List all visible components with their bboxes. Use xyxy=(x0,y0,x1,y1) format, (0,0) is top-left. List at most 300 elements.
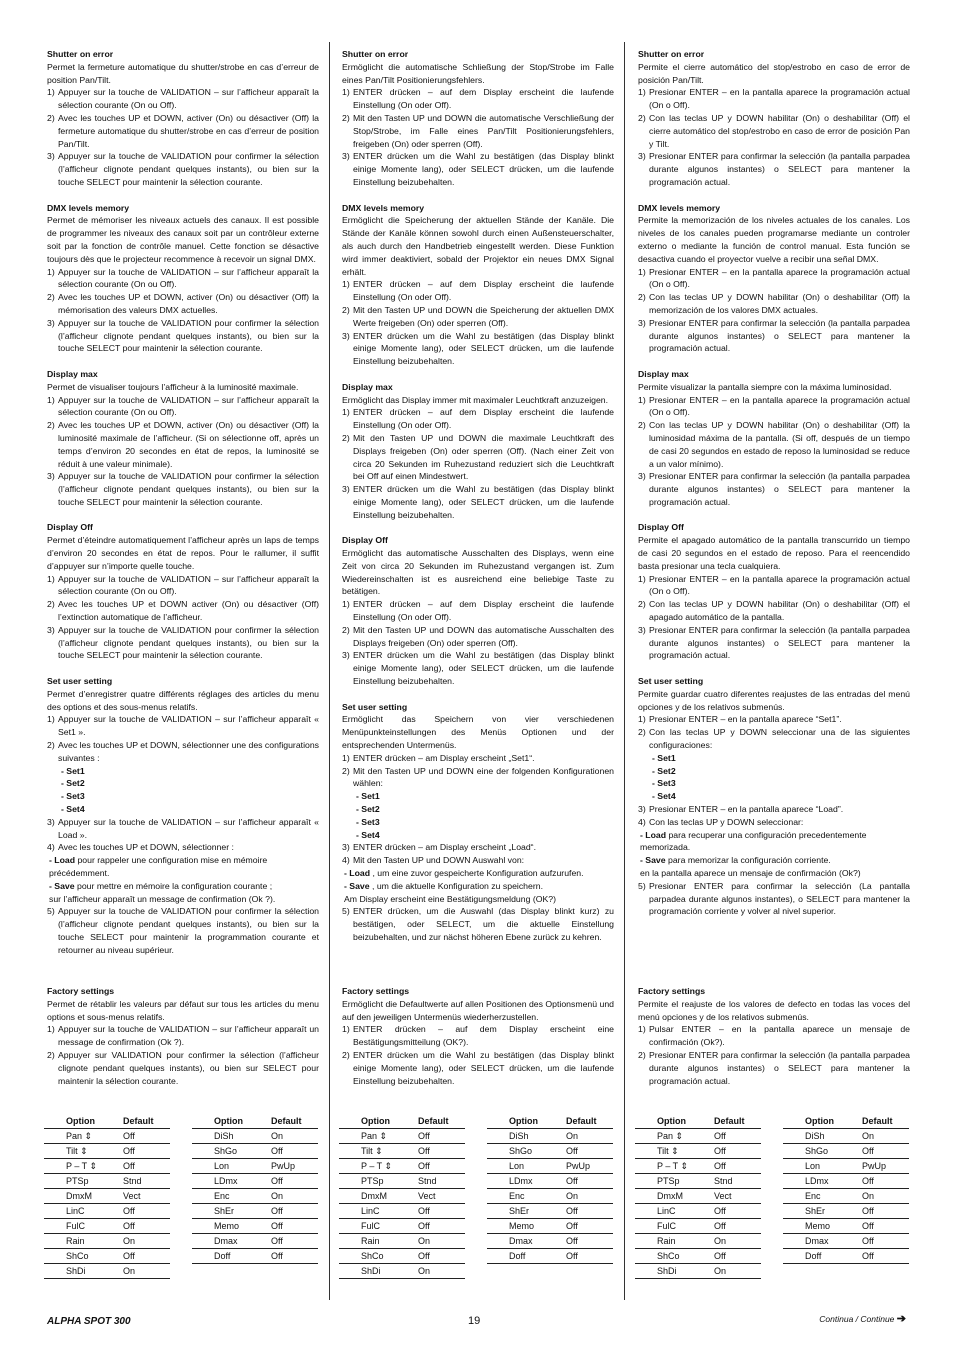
step-text: Avec les touches UP et DOWN, activer (On) ou désactiver (Off) la fermeture automatique du shutter/strobe en cas d’erreur de position Pan/Tilt. xyxy=(58,112,319,149)
option-cell: Pan ⇕ xyxy=(635,1129,692,1144)
step-number: 1) xyxy=(638,394,646,405)
step-text: ENTER drücken um die Wahl zu bestätigen (das Display blinkt einige Momente lang), oder SELECT drücken, um die laufende Einstellung beizubehalten. xyxy=(353,484,614,520)
step-number: 2) xyxy=(47,599,55,610)
default-cell: Off xyxy=(692,1129,761,1144)
step-text: ENTER drücken – auf dem Display erscheint die laufende Einstellung (On oder Off). xyxy=(353,599,614,623)
step-text: Avec les touches UP et DOWN activer (On) ou désactiver (Off) l’extinction automatique de l’afficheur. xyxy=(58,599,319,623)
step-number: 2) xyxy=(638,112,646,123)
step-text: Appuyer sur la touche de VALIDATION – sur l’afficheur apparaît la sélection courante (On ou Off). xyxy=(58,573,319,597)
load-key: - Load xyxy=(344,868,371,878)
table-row xyxy=(783,1174,909,1189)
default-cell: Off xyxy=(396,1129,465,1144)
option-cell: FulC xyxy=(635,1219,692,1234)
section-title: Display Off xyxy=(342,535,388,546)
save-text: , um die aktuelle Konfiguration zu speichern. xyxy=(369,880,543,891)
column-header-option: Option xyxy=(192,1114,249,1129)
step-text: Presionar ENTER – en la pantalla aparece la programación actual (On o Off). xyxy=(649,266,910,290)
table-row xyxy=(635,1234,761,1249)
option-cell: Rain xyxy=(339,1234,396,1249)
load-key: - Load xyxy=(640,829,667,840)
step-number: 5) xyxy=(638,880,646,891)
step-number: 1) xyxy=(342,599,350,610)
section-title: Factory settings xyxy=(638,986,706,996)
default-cell: Stnd xyxy=(692,1174,761,1189)
option-cell: DmxM xyxy=(339,1189,396,1204)
section xyxy=(638,521,910,662)
section-title: DMX levels memory xyxy=(47,202,130,213)
step-text: Appuyer sur la touche de VALIDATION – sur l’afficheur apparaît « Set1 ». xyxy=(58,714,319,738)
step-list xyxy=(342,598,614,688)
section xyxy=(342,985,614,1087)
step-item xyxy=(638,317,910,355)
option-cell: ShEr xyxy=(487,1204,544,1219)
table-row xyxy=(44,1249,170,1264)
option-cell: Pan ⇕ xyxy=(339,1129,396,1144)
option-cell: Lon xyxy=(783,1159,840,1174)
step-item xyxy=(342,432,614,483)
section xyxy=(47,675,319,957)
table-row xyxy=(339,1234,465,1249)
step-list xyxy=(638,713,910,918)
option-cell: PTSp xyxy=(44,1174,101,1189)
column-spanish xyxy=(638,48,910,1288)
default-cell: PwUp xyxy=(249,1159,318,1174)
step-number: 1) xyxy=(47,573,55,584)
step-text: Presionar ENTER – en la pantalla aparece la programación actual (On o Off). xyxy=(649,573,910,597)
step-number: 2) xyxy=(342,1049,350,1060)
step-text: Presionar ENTER – en la pantalla aparece la programación actual (On o Off). xyxy=(649,394,910,418)
confirm-note: Am Display erscheint eine Bestätigungsmeldung (OK?) xyxy=(344,893,556,904)
step-number: 2) xyxy=(47,292,55,303)
section-title: Set user setting xyxy=(342,701,408,712)
table-row xyxy=(487,1249,613,1264)
step-number: 2) xyxy=(342,304,350,315)
step-item xyxy=(638,573,910,599)
step-text: ENTER drücken – am Display erscheint „Load“. xyxy=(353,842,536,853)
option-cell: P – T ⇕ xyxy=(44,1159,101,1174)
step-item xyxy=(638,86,910,112)
option-cell: ShDi xyxy=(339,1264,396,1279)
column-header-default: Default xyxy=(544,1114,613,1129)
step-number: 2) xyxy=(638,292,646,303)
step-text: ENTER drücken – auf dem Display erscheint die laufende Einstellung (On oder Off). xyxy=(353,279,614,303)
step-number: 1) xyxy=(638,573,646,584)
options-table-left xyxy=(635,1114,761,1279)
step-text: Con las teclas UP y DOWN habilitar (On) o deshabilitar (Off) la luminosidad máxima de la pantalla. (Si off, después de un tiempo de casi 20 segundos en estado de reposo la luminosidad se reduce a un valor mínimo). xyxy=(649,420,910,469)
step-text: Presionar ENTER para confirmar la selección (La pantalla parpadea durante algunos instantes), o SELECT para mantener la programación corriente y volver al nivel superior. xyxy=(649,880,910,917)
option-cell: PTSp xyxy=(339,1174,396,1189)
option-cell: Rain xyxy=(44,1234,101,1249)
step-number: 2) xyxy=(638,1049,646,1060)
option-cell: DmxM xyxy=(635,1189,692,1204)
default-cell: Off xyxy=(840,1249,909,1264)
step-item xyxy=(47,419,319,470)
option-cell: Lon xyxy=(192,1159,249,1174)
step-text: Avec les touches UP et DOWN, sélectionner : xyxy=(58,842,234,853)
step-item xyxy=(47,905,319,956)
option-cell: Doff xyxy=(487,1249,544,1264)
default-cell: Off xyxy=(544,1249,613,1264)
default-cell: Vect xyxy=(101,1189,170,1204)
default-cell: On xyxy=(396,1234,465,1249)
section-intro: Ermöglicht das automatische Ausschalten des Displays, wenn eine Zeit von circa 20 Sekunden im Ruhezustand vergangen ist. Zum Wiedereinschalten ist es ausreichend eine beliebige Taste zu betätigen. xyxy=(342,548,614,597)
step-text: Presionar ENTER para confirmar la selección (la pantalla parpadea durante algunos instantes) o SELECT para mantener la programación actual. xyxy=(649,624,910,661)
step-item xyxy=(342,406,614,432)
column-french xyxy=(47,48,319,1288)
table-row xyxy=(339,1144,465,1159)
step-text: Appuyer sur la touche de VALIDATION – sur l’afficheur apparaît la sélection courante (On ou Off). xyxy=(58,266,319,290)
default-cell: PwUp xyxy=(544,1159,613,1174)
section-title: Factory settings xyxy=(47,986,115,996)
section xyxy=(638,675,910,918)
table-row xyxy=(192,1159,318,1174)
step-text: Appuyer sur la touche de VALIDATION pour confirmer la sélection (l’afficheur clignote pendant quelques instants), ou bien sur la touche SELECT pour maintenir la sélection courante. xyxy=(58,624,319,661)
step-item xyxy=(47,624,319,662)
step-item xyxy=(47,598,319,624)
table-row xyxy=(44,1144,170,1159)
load-text: para recuperar una configuración precedentemente memorizada. xyxy=(640,829,867,853)
step-number: 3) xyxy=(638,471,646,482)
step-item xyxy=(342,598,614,624)
table-row xyxy=(192,1129,318,1144)
section xyxy=(342,701,614,944)
table-row xyxy=(192,1189,318,1204)
default-cell: Off xyxy=(101,1144,170,1159)
step-item xyxy=(638,419,910,470)
default-cell: On xyxy=(544,1129,613,1144)
default-cell: Off xyxy=(840,1219,909,1234)
step-text: ENTER drücken, um die Auswahl (das Display blinkt kurz) zu bestätigen, oder SELECT, um die aktuelle Einstellung beizubehalten, und zur nächst höheren Ebene zurück zu kehren. xyxy=(353,906,614,942)
step-text: Appuyer sur la touche de VALIDATION – sur l’afficheur apparaît « Load ». xyxy=(58,816,319,840)
step-text: Presionar ENTER para confirmar la selección (la pantalla parpadea durante algunos instantes) o SELECT para mantener la programación actual. xyxy=(649,151,910,187)
set-option: - Set1 xyxy=(652,752,676,763)
option-cell: Rain xyxy=(635,1234,692,1249)
step-item xyxy=(638,394,910,420)
step-number: 5) xyxy=(342,906,350,917)
step-text: Presionar ENTER – en la pantalla aparece “Load”. xyxy=(649,804,844,815)
set-option: - Set1 xyxy=(356,791,380,802)
load-key: - Load xyxy=(49,855,76,866)
save-choice xyxy=(638,854,910,867)
step-number: 3) xyxy=(47,816,55,827)
section-intro: Permet la fermeture automatique du shutter/strobe en cas d’erreur de position Pan/Tilt. xyxy=(47,61,319,85)
step-item xyxy=(47,317,319,355)
section xyxy=(342,534,614,688)
default-cell: On xyxy=(692,1264,761,1279)
load-text: , um eine zuvor gespeicherte Konfiguration aufzurufen. xyxy=(370,868,584,878)
step-item xyxy=(638,880,910,918)
save-text: para memorizar la configuración corriente. xyxy=(665,855,831,866)
step-item xyxy=(638,1023,910,1049)
step-list xyxy=(342,1023,614,1087)
section-title: Shutter on error xyxy=(342,49,409,59)
table-row xyxy=(44,1174,170,1189)
default-cell: Stnd xyxy=(396,1174,465,1189)
default-cell: Off xyxy=(101,1129,170,1144)
section-intro: Ermöglicht die Defaultwerte auf allen Positionen des Optionsmenü und auf den jeweiligen Untermenüs wiederherzustellen. xyxy=(342,998,614,1022)
step-text: Mit den Tasten UP und DOWN das automatische Ausschalten des Displays freigeben (On) oder sperren (Off). xyxy=(353,624,614,648)
step-item xyxy=(47,573,319,599)
section-intro: Permite la memorización de los niveles actuales de los canales. Los niveles de los canales pueden programarse mediante un controler externo o mediante la función de control manual. Esta función se desactiva cuando el proyector vuelve a recibir una señal DMX. xyxy=(638,215,910,264)
set-option: - Set4 xyxy=(356,829,380,840)
default-cell: Off xyxy=(101,1219,170,1234)
table-header-row xyxy=(487,1114,613,1129)
default-cell: Off xyxy=(101,1159,170,1174)
section xyxy=(47,985,319,1087)
step-item xyxy=(342,1049,614,1087)
option-cell: ShCo xyxy=(339,1249,396,1264)
step-number: 4) xyxy=(342,855,350,866)
step-list xyxy=(342,86,614,188)
set-option: - Set1 xyxy=(61,765,85,776)
step-item xyxy=(342,150,614,188)
set-option: - Set2 xyxy=(61,778,85,789)
step-text: Presionar ENTER para confirmar la selección (la pantalla parpadea durante algunos instantes) o SELECT para mantener la programación actual. xyxy=(649,317,910,354)
default-cell: Off xyxy=(396,1249,465,1264)
step-item xyxy=(342,1023,614,1049)
set-option: - Set3 xyxy=(652,778,676,789)
section-intro: Ermöglicht das Speichern von vier verschiedenen Menüpunkteinstellungen des Menüs Optionen und der entsprechenden Untermenüs. xyxy=(342,714,614,751)
option-cell: Enc xyxy=(192,1189,249,1204)
table-row xyxy=(783,1159,909,1174)
step-number: 1) xyxy=(47,266,55,277)
set-option: - Set3 xyxy=(356,816,380,827)
column-divider xyxy=(624,42,625,1300)
section xyxy=(638,48,910,189)
options-table-right xyxy=(783,1114,909,1264)
default-cell: Off xyxy=(249,1204,318,1219)
step-item xyxy=(638,803,910,816)
section-intro: Permet d’éteindre automatiquement l’afficheur après un laps de temps d’environ 20 secondes en état de repos. Pour le rallumer, il suffit d’appuyer sur n’importe quelle touche. xyxy=(47,535,319,571)
step-item xyxy=(638,150,910,188)
confirm-note: sur l’afficheur apparaît un message de confirmation (Ok ?). xyxy=(49,893,276,904)
step-number: 1) xyxy=(342,1024,350,1035)
section-intro: Permite el reajuste de los valores de defecto en todas las voces del menú opciones y de los relativos submenús. xyxy=(638,998,910,1022)
load-text: pour rappeler une configuration mise en mémoire précédemment. xyxy=(49,855,268,878)
step-number: 3) xyxy=(342,484,350,495)
default-cell: Off xyxy=(840,1204,909,1219)
option-cell: Tilt ⇕ xyxy=(339,1144,396,1159)
step-number: 3) xyxy=(342,151,350,162)
step-number: 1) xyxy=(638,714,646,725)
step-number: 1) xyxy=(638,266,646,277)
table-row xyxy=(635,1129,761,1144)
section-intro: Ermöglicht die Speicherung der aktuellen Stände der Kanäle. Die Stände der Kanäle können sowohl durch einen Außensteuerschalter, als auch durch den Handbetrieb eingestellt werden. Diese Funktion wird immer deaktiviert, sobald der Projektor ein neues DMX Signal erhält. xyxy=(342,215,614,277)
default-cell: Off xyxy=(396,1144,465,1159)
table-row xyxy=(339,1174,465,1189)
step-text: Presionar ENTER para confirmar la selección (la pantalla parpadea durante algunos instantes) o SELECT para mantener la programación actual. xyxy=(649,471,910,507)
table-header-row xyxy=(783,1114,909,1129)
section-title: DMX levels memory xyxy=(638,202,721,213)
table-row xyxy=(339,1129,465,1144)
step-item xyxy=(638,713,910,726)
step-number: 1) xyxy=(342,279,350,290)
save-text: pour mettre en mémoire la configuration courante ; xyxy=(74,880,273,891)
step-text: Appuyer sur la touche de VALIDATION pour confirmer la sélection (l’afficheur clignote pendant quelques instants), ou bien sur la touche SELECT pour maintenir la programmation courante et retourner au niveau supérieur. xyxy=(58,906,319,955)
step-number: 1) xyxy=(638,1024,646,1035)
table-row xyxy=(487,1159,613,1174)
column-header-option: Option xyxy=(339,1114,396,1129)
table-row xyxy=(339,1204,465,1219)
default-cell: On xyxy=(249,1189,318,1204)
step-number: 3) xyxy=(342,842,350,853)
table-row xyxy=(339,1249,465,1264)
step-text: ENTER drücken um die Wahl zu bestätigen (das Display blinkt einige Momente lang), oder SELECT drücken, um die laufende Einstellung beizubehalten. xyxy=(353,650,614,687)
page-number: 19 xyxy=(468,1315,481,1327)
default-cell: Off xyxy=(840,1174,909,1189)
section-title: Factory settings xyxy=(342,986,410,996)
step-item xyxy=(342,854,614,867)
step-number: 2) xyxy=(47,420,55,431)
step-number: 2) xyxy=(342,432,350,443)
default-cell: Off xyxy=(692,1249,761,1264)
option-cell: LinC xyxy=(44,1204,101,1219)
default-cell: Off xyxy=(249,1174,318,1189)
step-text: Con las teclas UP y DOWN habilitar (On) o deshabilitar (Off) el cierre automático del stop/estrobo en caso de error de posición Pan y Tilt. xyxy=(649,112,910,149)
default-cell: Stnd xyxy=(101,1174,170,1189)
step-list xyxy=(638,1023,910,1087)
column-header-default: Default xyxy=(692,1114,761,1129)
column-header-default: Default xyxy=(101,1114,170,1129)
step-item xyxy=(342,905,614,943)
options-table-right xyxy=(487,1114,613,1264)
step-number: 2) xyxy=(638,727,646,738)
column-divider xyxy=(329,42,330,1300)
default-cell: On xyxy=(101,1264,170,1279)
option-cell: Enc xyxy=(783,1189,840,1204)
column-header-option: Option xyxy=(487,1114,544,1129)
column-header-default: Default xyxy=(249,1114,318,1129)
section-title: Shutter on error xyxy=(638,49,705,59)
default-cell: Off xyxy=(840,1144,909,1159)
set-option: - Set2 xyxy=(356,804,380,815)
step-item xyxy=(342,304,614,330)
default-cell: Off xyxy=(544,1234,613,1249)
step-text: Appuyer sur VALIDATION pour confirmer la sélection (l’afficheur clignote pendant quelques instants), ou bien sur SELECT pour maintenir la sélection courante. xyxy=(58,1049,319,1086)
table-row xyxy=(783,1129,909,1144)
default-cell: Off xyxy=(544,1174,613,1189)
step-text: ENTER drücken um die Wahl zu bestätigen (das Display blinkt einige Momente lang), oder SELECT drücken, um die laufende Einstellung beizubehalten. xyxy=(353,151,614,187)
table-row xyxy=(487,1129,613,1144)
default-cell: Vect xyxy=(692,1189,761,1204)
option-cell: Memo xyxy=(487,1219,544,1234)
default-cell: Off xyxy=(249,1144,318,1159)
default-cell: Off xyxy=(544,1204,613,1219)
step-text: ENTER drücken – am Display erscheint „Set1“. xyxy=(353,752,535,763)
step-item xyxy=(342,752,614,765)
default-cell: On xyxy=(396,1264,465,1279)
set-option: - Set2 xyxy=(652,765,676,776)
option-cell: FulC xyxy=(44,1219,101,1234)
option-cell: ShDi xyxy=(44,1264,101,1279)
table-row xyxy=(635,1264,761,1279)
default-cell: Off xyxy=(692,1204,761,1219)
step-list xyxy=(638,86,910,188)
section-intro: Permite visualizar la pantalla siempre con la máxima luminosidad. xyxy=(638,381,892,392)
step-number: 3) xyxy=(47,151,55,162)
step-item xyxy=(47,86,319,112)
table-row xyxy=(635,1174,761,1189)
step-list xyxy=(342,278,614,368)
step-number: 2) xyxy=(47,740,55,751)
step-text: ENTER drücken – auf dem Display erscheint eine Bestätigungsmitteilung (OK?). xyxy=(353,1024,614,1048)
option-cell: P – T ⇕ xyxy=(635,1159,692,1174)
step-number: 1) xyxy=(638,87,646,98)
table-row xyxy=(192,1204,318,1219)
table-row xyxy=(339,1264,465,1279)
step-item xyxy=(638,470,910,508)
section-title: Shutter on error xyxy=(47,49,114,59)
table-row xyxy=(635,1159,761,1174)
step-text: Appuyer sur la touche de VALIDATION pour confirmer la sélection (l’afficheur clignote pendant quelques instants), ou bien sur la touche SELECT pour maintenir la sélection courante. xyxy=(58,471,319,507)
table-row xyxy=(487,1189,613,1204)
section-intro: Permite el cierre automático del stop/estrobo en caso de error de posición Pan/Tilt. xyxy=(638,61,910,85)
step-item xyxy=(342,112,614,150)
step-number: 3) xyxy=(638,624,646,635)
step-list xyxy=(47,86,319,188)
step-item xyxy=(342,278,614,304)
arrow-right-icon: ➔ xyxy=(896,1313,906,1325)
set-option: - Set4 xyxy=(61,804,85,815)
section xyxy=(342,381,614,522)
table-row xyxy=(339,1219,465,1234)
table-row xyxy=(192,1249,318,1264)
step-text: Con las teclas UP y DOWN seleccionar: xyxy=(649,816,804,827)
column-header-default: Default xyxy=(396,1114,465,1129)
section-title: Display max xyxy=(342,381,393,392)
default-cell: Off xyxy=(544,1144,613,1159)
section-title: DMX levels memory xyxy=(342,202,425,213)
option-cell: Memo xyxy=(192,1219,249,1234)
column-header-option: Option xyxy=(783,1114,840,1129)
step-number: 1) xyxy=(342,752,350,763)
default-cell: On xyxy=(249,1129,318,1144)
table-row xyxy=(339,1159,465,1174)
step-list xyxy=(638,266,910,356)
table-row xyxy=(192,1174,318,1189)
default-cell: Off xyxy=(396,1219,465,1234)
table-row xyxy=(635,1189,761,1204)
step-list xyxy=(47,573,319,663)
option-cell: LDmx xyxy=(783,1174,840,1189)
step-item xyxy=(47,112,319,150)
step-list xyxy=(342,406,614,521)
step-number: 3) xyxy=(342,330,350,341)
option-cell: PTSp xyxy=(635,1174,692,1189)
table-header-row xyxy=(44,1114,170,1129)
step-text: Con las teclas UP y DOWN habilitar (On) o deshabilitar (Off) la memorización de los valores DMX actuales. xyxy=(649,292,910,315)
table-row xyxy=(635,1249,761,1264)
section-intro: Permet de rétablir les valeurs par défaut sur tous les articles du menu options et sous-menus relatifs. xyxy=(47,998,319,1022)
save-choice xyxy=(342,880,614,893)
default-cell: On xyxy=(840,1189,909,1204)
step-item xyxy=(638,291,910,317)
section xyxy=(638,985,910,1087)
confirm-note: en la pantalla aparece un mensaje de confirmación (Ok?) xyxy=(640,868,861,878)
option-cell: DiSh xyxy=(783,1129,840,1144)
step-item xyxy=(47,816,319,842)
step-item xyxy=(47,266,319,292)
default-cell: Off xyxy=(396,1159,465,1174)
table-row xyxy=(635,1204,761,1219)
step-text: Mit den Tasten UP und DOWN die maximale Leuchtkraft des Displays freigeben (On) oder sperren (Off). (Nach einer Zeit von circa 20 Sekunden im Ruhezustand reduziert sich die Leuchtkraft bei Off auf einen Mindestwert. xyxy=(353,432,614,482)
default-cell: Off xyxy=(396,1204,465,1219)
step-text: ENTER drücken – auf dem Display erscheint die laufende Einstellung (On oder Off). xyxy=(353,407,614,431)
option-cell: ShEr xyxy=(783,1204,840,1219)
step-text: Mit den Tasten UP und DOWN die Speicherung der aktuellen DMX Werte freigeben (On) oder sperren (Off). xyxy=(353,304,614,328)
default-cell: On xyxy=(840,1129,909,1144)
step-text: Con las teclas UP y DOWN habilitar (On) o deshabilitar (Off) el apagado automático de la pantalla. xyxy=(649,599,910,623)
